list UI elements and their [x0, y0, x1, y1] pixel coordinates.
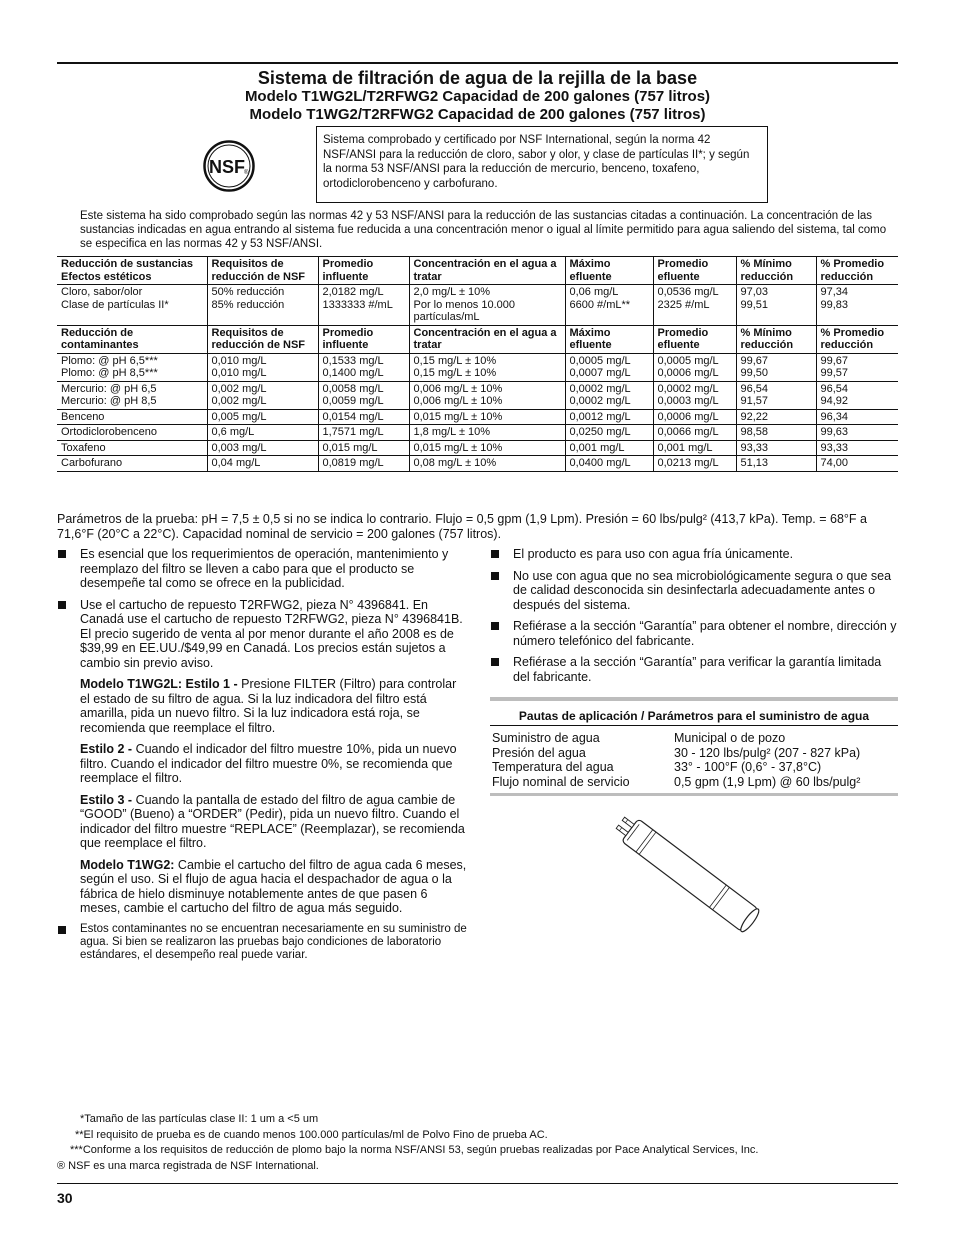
water-filter-cartridge-icon [612, 812, 772, 937]
t1wg2-text: Cambie el cartucho del filtro de agua cada 6 meses, según el uso. Si el flujo de agua hacia el despachador de agua o la fábrica de hielo disminuye notablemente antes de que pasen 6 meses, cambie el cartucho del filtro de agua más seguido. [80, 857, 467, 915]
table-cell: 0,1533 mg/L 0,1400 mg/L [318, 353, 409, 381]
t1wg2-paragraph [57, 858, 467, 916]
bullet-square-icon [491, 572, 499, 580]
table-cell: 0,001 mg/L [653, 440, 736, 456]
table-header-row [57, 257, 898, 285]
table-cell: 0,005 mg/L [207, 409, 318, 425]
svg-text:NSF: NSF [209, 157, 245, 177]
column-header: % Mínimo reducción [736, 257, 816, 285]
table-row [57, 381, 898, 409]
table-cell: 0,0005 mg/L 0,0007 mg/L [565, 353, 653, 381]
table-cell: 96,34 [816, 409, 898, 425]
bullet-square-icon [58, 601, 66, 609]
table-cell: 0,0154 mg/L [318, 409, 409, 425]
table-cell: Carbofurano [57, 456, 207, 472]
table-header-row [57, 325, 898, 353]
footnotes [57, 1112, 907, 1174]
footnote-4: ® NSF es una marca registrada de NSF International. [57, 1159, 319, 1172]
intro-paragraph: Este sistema ha sido comprobado según las normas 42 y 53 NSF/ANSI para la reducción de las sustancias citadas a continuación. La concentración de las sustancias indicadas en agua entrando al sistema fue reducida a una concentración menor o igual al límite permitido para agua saliendo del sistema, tal como se especifica en las normas 42 y 53 NSF/ANSI. [80, 210, 887, 250]
guideline-label: Suministro de agua [492, 731, 600, 745]
nsf-certification-box: Sistema comprobado y certificado por NSF International, según la norma 42 NSF/ANSI para la reducción de cloro, sabor y olor, y clase de partículas II*; y según la norma 53 NSF/ANSI para la reducción de mercurio, benceno, toxafeno, ortodiclorobenceno y carbofurano. [316, 126, 768, 203]
guidelines-bottom-bar [490, 793, 898, 796]
right-column [490, 547, 900, 691]
table-row [57, 425, 898, 441]
column-header: Promedio efluente [653, 325, 736, 353]
table-cell: 99,67 99,57 [816, 353, 898, 381]
table-row [57, 456, 898, 472]
column-header: % Promedio reducción [816, 325, 898, 353]
table-cell: 99,63 [816, 425, 898, 441]
contaminants-note [57, 923, 467, 962]
t1wg2-label: Modelo T1WG2: [80, 857, 175, 872]
column-header: % Mínimo reducción [736, 325, 816, 353]
footnote-3: ***Conforme a los requisitos de reducción de plomo bajo la norma NSF/ANSI 53, según pruebas realizadas por Pace Analytical Services, Inc. [70, 1144, 759, 1156]
bullet-text: Es esencial que los requerimientos de operación, mantenimiento y reemplazo del filtro se lleven a cabo para que el producto se desempeñe tal como se ofrece en la publicidad. [80, 547, 449, 590]
table-cell: 0,002 mg/L 0,002 mg/L [207, 381, 318, 409]
bullet-text: El producto es para uso con agua fría únicamente. [513, 547, 794, 561]
list-item [490, 619, 900, 648]
table-cell: 99,67 99,50 [736, 353, 816, 381]
guideline-value: 30 - 120 lbs/pulg² (207 - 827 kPa) [674, 745, 861, 760]
bullet-text: Refiérase a la sección “Garantía” para obtener el nombre, dirección y número telefónico del fabricante. [513, 619, 897, 648]
table-cell: 0,0536 mg/L 2325 #/mL [653, 285, 736, 326]
table-cell: 0,015 mg/L ± 10% [409, 409, 565, 425]
list-item [57, 547, 467, 591]
bullet-square-icon [491, 658, 499, 666]
table-row [57, 440, 898, 456]
style-1-label: Modelo T1WG2L: Estilo 1 - [80, 677, 238, 691]
table-cell: 0,0213 mg/L [653, 456, 736, 472]
nsf-logo-icon [203, 140, 255, 192]
column-header: % Promedio reducción [816, 257, 898, 285]
table-row [57, 353, 898, 381]
table-cell: Cloro, sabor/olor Clase de partículas II* [57, 285, 207, 326]
table-cell: 0,015 mg/L [318, 440, 409, 456]
style-2-text: Cuando el indicador del filtro muestre 10%, pida un nuevo filtro. Cuando el indicador del filtro muestre 0%, se recomienda que reemplace el filtro. [80, 742, 457, 785]
bottom-rule [57, 1183, 898, 1184]
table-cell: 74,00 [816, 456, 898, 472]
page-title: Sistema de filtración de agua de la rejilla de la base [257, 68, 698, 88]
bullet-square-icon [58, 926, 66, 934]
page-title-block [57, 68, 898, 124]
table-cell: 0,0005 mg/L 0,0006 mg/L [653, 353, 736, 381]
column-header: Requisitos de reducción de NSF [207, 325, 318, 353]
table-cell: 97,34 99,83 [816, 285, 898, 326]
style-3-label: Estilo 3 - [80, 792, 133, 807]
guideline-value: 33° - 100°F (0,6° - 37,8°C) [674, 760, 822, 774]
table-cell: Toxafeno [57, 440, 207, 456]
column-header: Reducción de contaminantes [57, 325, 207, 353]
table-cell: 0,006 mg/L ± 10% 0,006 mg/L ± 10% [409, 381, 565, 409]
table-cell: 2,0182 mg/L 1333333 #/mL [318, 285, 409, 326]
table-cell: 98,58 [736, 425, 816, 441]
table-cell: Ortodiclorobenceno [57, 425, 207, 441]
performance-table [57, 256, 898, 472]
bullet-square-icon [58, 550, 66, 558]
column-header: Máximo efluente [565, 257, 653, 285]
style-1-text: Presione FILTER (Filtro) para controlar el estado de su filtro de agua. Si la luz indicadora del filtro está amarilla, pida un nuevo filtro. Si la luz indicadora está roja, se recomienda que reemplace el filtro. [80, 677, 457, 735]
column-header: Promedio efluente [653, 257, 736, 285]
table-cell: 93,33 [816, 440, 898, 456]
table-row [57, 285, 898, 326]
test-parameters: Parámetros de la prueba: pH = 7,5 ± 0,5 si no se indica lo contrario. Flujo = 0,5 gpm (1,9 Lpm). Presión = 60 lbs/pulg² (413,7 kPa). Temp. = 68°F a 71,6°F (20°C a 22°C). Capacidad nominal de servicio = 200 galones (757 litros). [57, 512, 867, 541]
table-cell: 0,001 mg/L [565, 440, 653, 456]
table-cell: 1,7571 mg/L [318, 425, 409, 441]
page-number: 30 [57, 1190, 73, 1206]
left-column [57, 547, 467, 962]
table-cell: 51,13 [736, 456, 816, 472]
table-cell: 0,15 mg/L ± 10% 0,15 mg/L ± 10% [409, 353, 565, 381]
table-cell: 0,015 mg/L ± 10% [409, 440, 565, 456]
table-cell: 0,08 mg/L ± 10% [409, 456, 565, 472]
column-header: Reducción de sustancias Efectos estéticos [57, 257, 207, 285]
style-2-label: Estilo 2 - [80, 742, 133, 756]
guideline-value: 0,5 gpm (1,9 Lpm) @ 60 lbs/pulg² [674, 774, 861, 789]
svg-text:®: ® [244, 170, 249, 176]
table-cell: Benceno [57, 409, 207, 425]
column-header: Promedio influente [318, 257, 409, 285]
bullet-text: Refiérase a la sección “Garantía” para verificar la garantía limitada del fabricante. [513, 655, 882, 684]
table-cell: 0,0250 mg/L [565, 425, 653, 441]
guidelines-title: Pautas de aplicación / Parámetros para el suministro de agua [490, 701, 898, 726]
table-cell: 97,03 99,51 [736, 285, 816, 326]
style-2-paragraph [57, 742, 467, 786]
table-cell: 0,06 mg/L 6600 #/mL** [565, 285, 653, 326]
table-cell: 0,0002 mg/L 0,0002 mg/L [565, 381, 653, 409]
table-cell: 0,0819 mg/L [318, 456, 409, 472]
table-cell: 0,0006 mg/L [653, 409, 736, 425]
bullet-text: No use con agua que no sea microbiológicamente segura o que sea de calidad desconocida sin desinfectarla adecuadamente antes o después del sistema. [513, 568, 892, 612]
bullet-square-icon [491, 550, 499, 558]
table-cell: Plomo: @ pH 6,5*** Plomo: @ pH 8,5*** [57, 353, 207, 381]
table-cell: 0,0012 mg/L [565, 409, 653, 425]
application-guidelines-box [490, 697, 898, 796]
list-item [490, 547, 900, 562]
table-cell: 0,04 mg/L [207, 456, 318, 472]
table-cell: 1,8 mg/L ± 10% [409, 425, 565, 441]
bullet-text: Use el cartucho de repuesto T2RFWG2, pieza N° 4396841. En Canadá use el cartucho de repuesto T2RFWG2, pieza N° 4396841B. El precio sugerido de venta al por menor durante el año 2008 es de $39,99 en EE.UU./$49,99 en Canadá. Los precios están sujetos a cambio sin previo aviso. [80, 597, 463, 670]
style-3-text: Cuando la pantalla de estado del filtro de agua cambie de “GOOD” (Bueno) a “ORDER” (Pedir), pida un nuevo filtro. Cuando el indicador del filtro muestre “REPLACE” (Reemplazar), se recomienda que reemplace el filtro. [80, 792, 465, 850]
style-1-paragraph [57, 677, 467, 735]
column-header: Promedio influente [318, 325, 409, 353]
table-cell: 0,003 mg/L [207, 440, 318, 456]
list-item [490, 655, 900, 684]
table-cell: 96,54 94,92 [816, 381, 898, 409]
guideline-value: Municipal o de pozo [674, 731, 786, 745]
model-line-2: Modelo T1WG2/T2RFWG2 Capacidad de 200 galones (757 litros) [249, 106, 706, 123]
column-header: Concentración en el agua a tratar [409, 257, 565, 285]
guideline-label: Temperatura del agua [492, 760, 614, 774]
guidelines-grid [490, 726, 898, 791]
column-header: Requisitos de reducción de NSF [207, 257, 318, 285]
model-line-1: Modelo T1WG2L/T2RFWG2 Capacidad de 200 galones (757 litros) [244, 88, 711, 105]
table-cell: 0,0400 mg/L [565, 456, 653, 472]
list-item [57, 598, 467, 671]
table-cell: 0,0066 mg/L [653, 425, 736, 441]
top-rule [57, 62, 898, 64]
table-cell: 0,010 mg/L 0,010 mg/L [207, 353, 318, 381]
table-cell: 93,33 [736, 440, 816, 456]
column-header: Concentración en el agua a tratar [409, 325, 565, 353]
list-item [490, 569, 900, 613]
table-cell: 0,0058 mg/L 0,0059 mg/L [318, 381, 409, 409]
table-cell: 0,6 mg/L [207, 425, 318, 441]
style-3-paragraph [57, 793, 467, 851]
table-cell: 2,0 mg/L ± 10% Por lo menos 10.000 partículas/mL [409, 285, 565, 326]
table-cell: 96,54 91,57 [736, 381, 816, 409]
footnote-2: **El requisito de prueba es de cuando menos 100.000 partículas/ml de Polvo Fino de prueba AC. [75, 1128, 548, 1141]
guideline-label: Presión del agua [492, 745, 586, 760]
footnote-1: *Tamaño de las partículas clase II: 1 um a <5 um [80, 1113, 319, 1125]
table-cell: 50% reducción 85% reducción [207, 285, 318, 326]
table-row [57, 409, 898, 425]
bullet-square-icon [491, 622, 499, 630]
column-header: Máximo efluente [565, 325, 653, 353]
table-cell: 0,0002 mg/L 0,0003 mg/L [653, 381, 736, 409]
table-cell: Mercurio: @ pH 6,5 Mercurio: @ pH 8,5 [57, 381, 207, 409]
note-text: Estos contaminantes no se encuentran necesariamente en su suministro de agua. Si bien se realizaron las pruebas bajo condiciones de laboratorio estándares, el desempeño real puede variar. [80, 922, 467, 961]
guideline-label: Flujo nominal de servicio [492, 774, 630, 789]
table-cell: 92,22 [736, 409, 816, 425]
